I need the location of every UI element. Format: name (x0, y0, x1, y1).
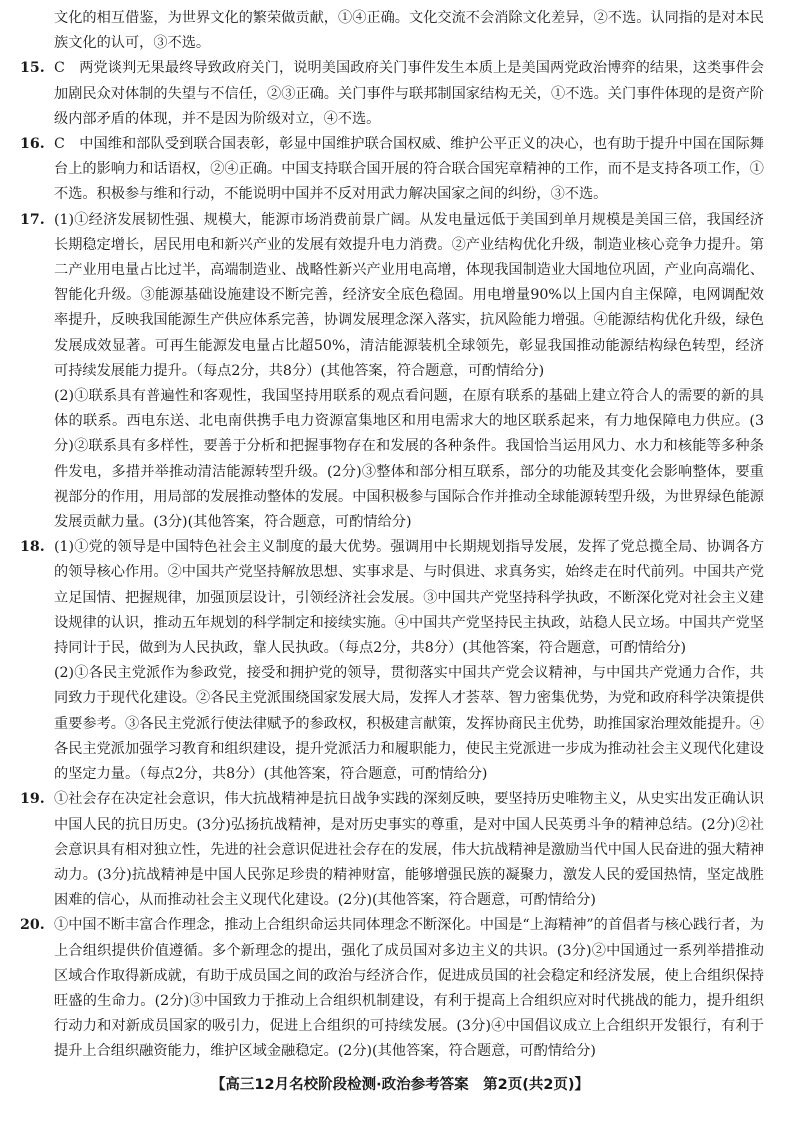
answer-paragraph: (1)①党的领导是中国特色社会主义制度的最大优势。强调用中长期规划指导发展，发挥了党总揽全局、协调各方的领导核心作用。②中国共产党坚持解放思想、实事求是、与时俱进、求真务实，始终走在时代前列。中国共产党立足国情、把握规律，加强顶层设计，引领经济社会发展。③中国共产党坚持科学执政，不断深化党对社会主义建设规律的认识，推动五年规划的科学制定和接续实施。④中国共产党坚持民主执政，站稳人民立场。中国共产党坚持同计于民，做到为人民执政，靠人民执政。（每点2分，共8分）(其他答案，符合题意，可酌情给分) (54, 539, 764, 657)
question-number: 18. (20, 539, 45, 556)
question-number: 19. (20, 791, 45, 808)
answer-paragraph: C 两党谈判无果最终导致政府关门，说明美国政府关门事件发生本质上是美国两党政治博弈的结果，这类事件会加剧民众对体制的失望与不信任，②③正确。关门事件与联邦制国家结构无关，①不选。关门事件体现的是资产阶级内部矛盾的体现，并不是因为阶级对立，④不选。 (54, 60, 764, 127)
answer-paragraph: ①社会存在决定社会意识，伟大抗战精神是抗日战争实践的深刻反映，要坚持历史唯物主义，从史实出发正确认识中国人民的抗日历史。(3分)弘扬抗战精神，是对历史事实的尊重，是对中国人民英勇斗争的精神总结。(2分)②社会意识具有相对独立性，先进的社会意识促进社会存在的发展，伟大抗战精神是激励当代中国人民奋进的强大精神动力。(3分)抗战精神是中国人民弥足珍贵的精神财富，能够增强民族的凝聚力，激发人民的爱国热情，坚定战胜困难的信心，从而推动社会主义现代化建设。(2分)(其他答案，符合题意，可酌情给分) (54, 791, 764, 909)
intro-continuation: 文化的相互借鉴，为世界文化的繁荣做贡献，①④正确。文化交流不会消除文化差异，②不选。认同指的是对本民族文化的认可，③不选。 (54, 10, 764, 52)
question-number: 17. (20, 211, 45, 228)
answer-16 (20, 132, 764, 208)
answer-17 (20, 208, 764, 536)
question-number: 20. (20, 917, 45, 934)
question-number: 16. (20, 136, 45, 153)
answer-19 (20, 787, 764, 913)
answer-paragraph: C 中国维和部队受到联合国表彰，彰显中国维护联合国权威、维护公平正义的决心，也有助于提升中国在国际舞台上的影响力和话语权，②④正确。中国支持联合国开展的符合联合国宪章精神的工作，而不是支持各项工作，①不选。积极参与维和行动，不能说明中国并不反对用武力解决国家之间的纠纷，③不选。 (54, 136, 764, 203)
question-number: 15. (20, 60, 45, 77)
answer-body (54, 535, 764, 787)
answer-body (54, 913, 764, 1064)
answer-20 (20, 913, 764, 1064)
answer-body (54, 56, 764, 132)
answer-paragraph: (2)①各民主党派作为参政党，接受和拥护党的领导，贯彻落实中国共产党会议精神，与中国共产党通力合作，共同致力于现代化建设。②各民主党派围绕国家发展大局，发挥人才荟萃、智力密集优势，为党和政府科学决策提供重要参考。③各民主党派行使法律赋予的参政权，积极建言献策，发挥协商民主优势，助推国家治理效能提升。④各民主党派加强学习教育和组织建设，提升党派活力和履职能力，使民主党派进一步成为推动社会主义现代化建设的坚定力量。（每点2分，共8分）(其他答案，符合题意，可酌情给分) (54, 665, 764, 783)
answer-18 (20, 535, 764, 787)
answer-body (54, 132, 764, 208)
answer-body (54, 208, 764, 536)
answer-paragraph: ①中国不断丰富合作理念，推动上合组织命运共同体理念不断深化。中国是“上海精神”的首倡者与核心践行者，为上合组织提供价值遵循。多个新理念的提出，强化了成员国对多边主义的共识。(3分)②中国通过一系列举措推动区域合作取得新成就，有助于成员国之间的政治与经济合作，促进成员国的社会稳定和经济发展，使上合组织保持旺盛的生命力。(2分)③中国致力于推动上合组织机制建设，有利于提高上合组织应对时代挑战的能力，提升组织行动力和对新成员国家的吸引力，促进上合组织的可持续发展。(3分)④中国倡议成立上合组织开发银行，有利于提升上合组织融资能力，维护区域金融稳定。(2分)(其他答案，符合题意，可酌情给分) (54, 917, 764, 1060)
answer-paragraph: (1)①经济发展韧性强、规模大，能源市场消费前景广阔。从发电量远低于美国到单月规模是美国三倍，我国经济长期稳定增长，居民用电和新兴产业的发展有效提升电力消费。②产业结构优化升级，制造业核心竞争力提升。第二产业用电量占比过半，高端制造业、战略性新兴产业用电高增，体现我国制造业大国地位巩固，产业向高端化、智能化升级。③能源基础设施建设不断完善，经济安全底色稳固。用电增量90%以上国内自主保障，电网调配效率提升，反映我国能源生产供应体系完善，协调发展理念深入落实，抗风险能力增强。④能源结构优化升级，绿色发展成效显著。可再生能源发电量占比超50%，清洁能源装机全球领先，彰显我国推动能源结构绿色转型，经济可持续发展能力提升。（每点2分，共8分）(其他答案，符合题意，可酌情给分) (54, 211, 764, 379)
answer-15 (20, 56, 764, 132)
answer-paragraph: (2)①联系具有普遍性和客观性，我国坚持用联系的观点看问题，在原有联系的基础上建立符合人的需要的新的具体的联系。西电东送、北电南供携手电力资源富集地区和用电需求大的地区联系起来，有力地保障电力供应。(3分)②联系具有多样性，要善于分析和把握事物存在和发展的各种条件。我国恰当运用风力、水力和核能等多种条件发电，多措并举推动清洁能源转型升级。(2分)③整体和部分相互联系，部分的功能及其变化会影响整体，要重视部分的作用，用局部的发展推动整体的发展。中国积极参与国际合作并推动全球能源转型升级，为世界绿色能源发展贡献力量。(3分)(其他答案，符合题意，可酌情给分) (54, 388, 764, 531)
answer-body (54, 787, 764, 913)
page-footer: 【高三12月名校阶段检测·政治参考答案 第2页(共2页)】 (210, 1077, 590, 1093)
